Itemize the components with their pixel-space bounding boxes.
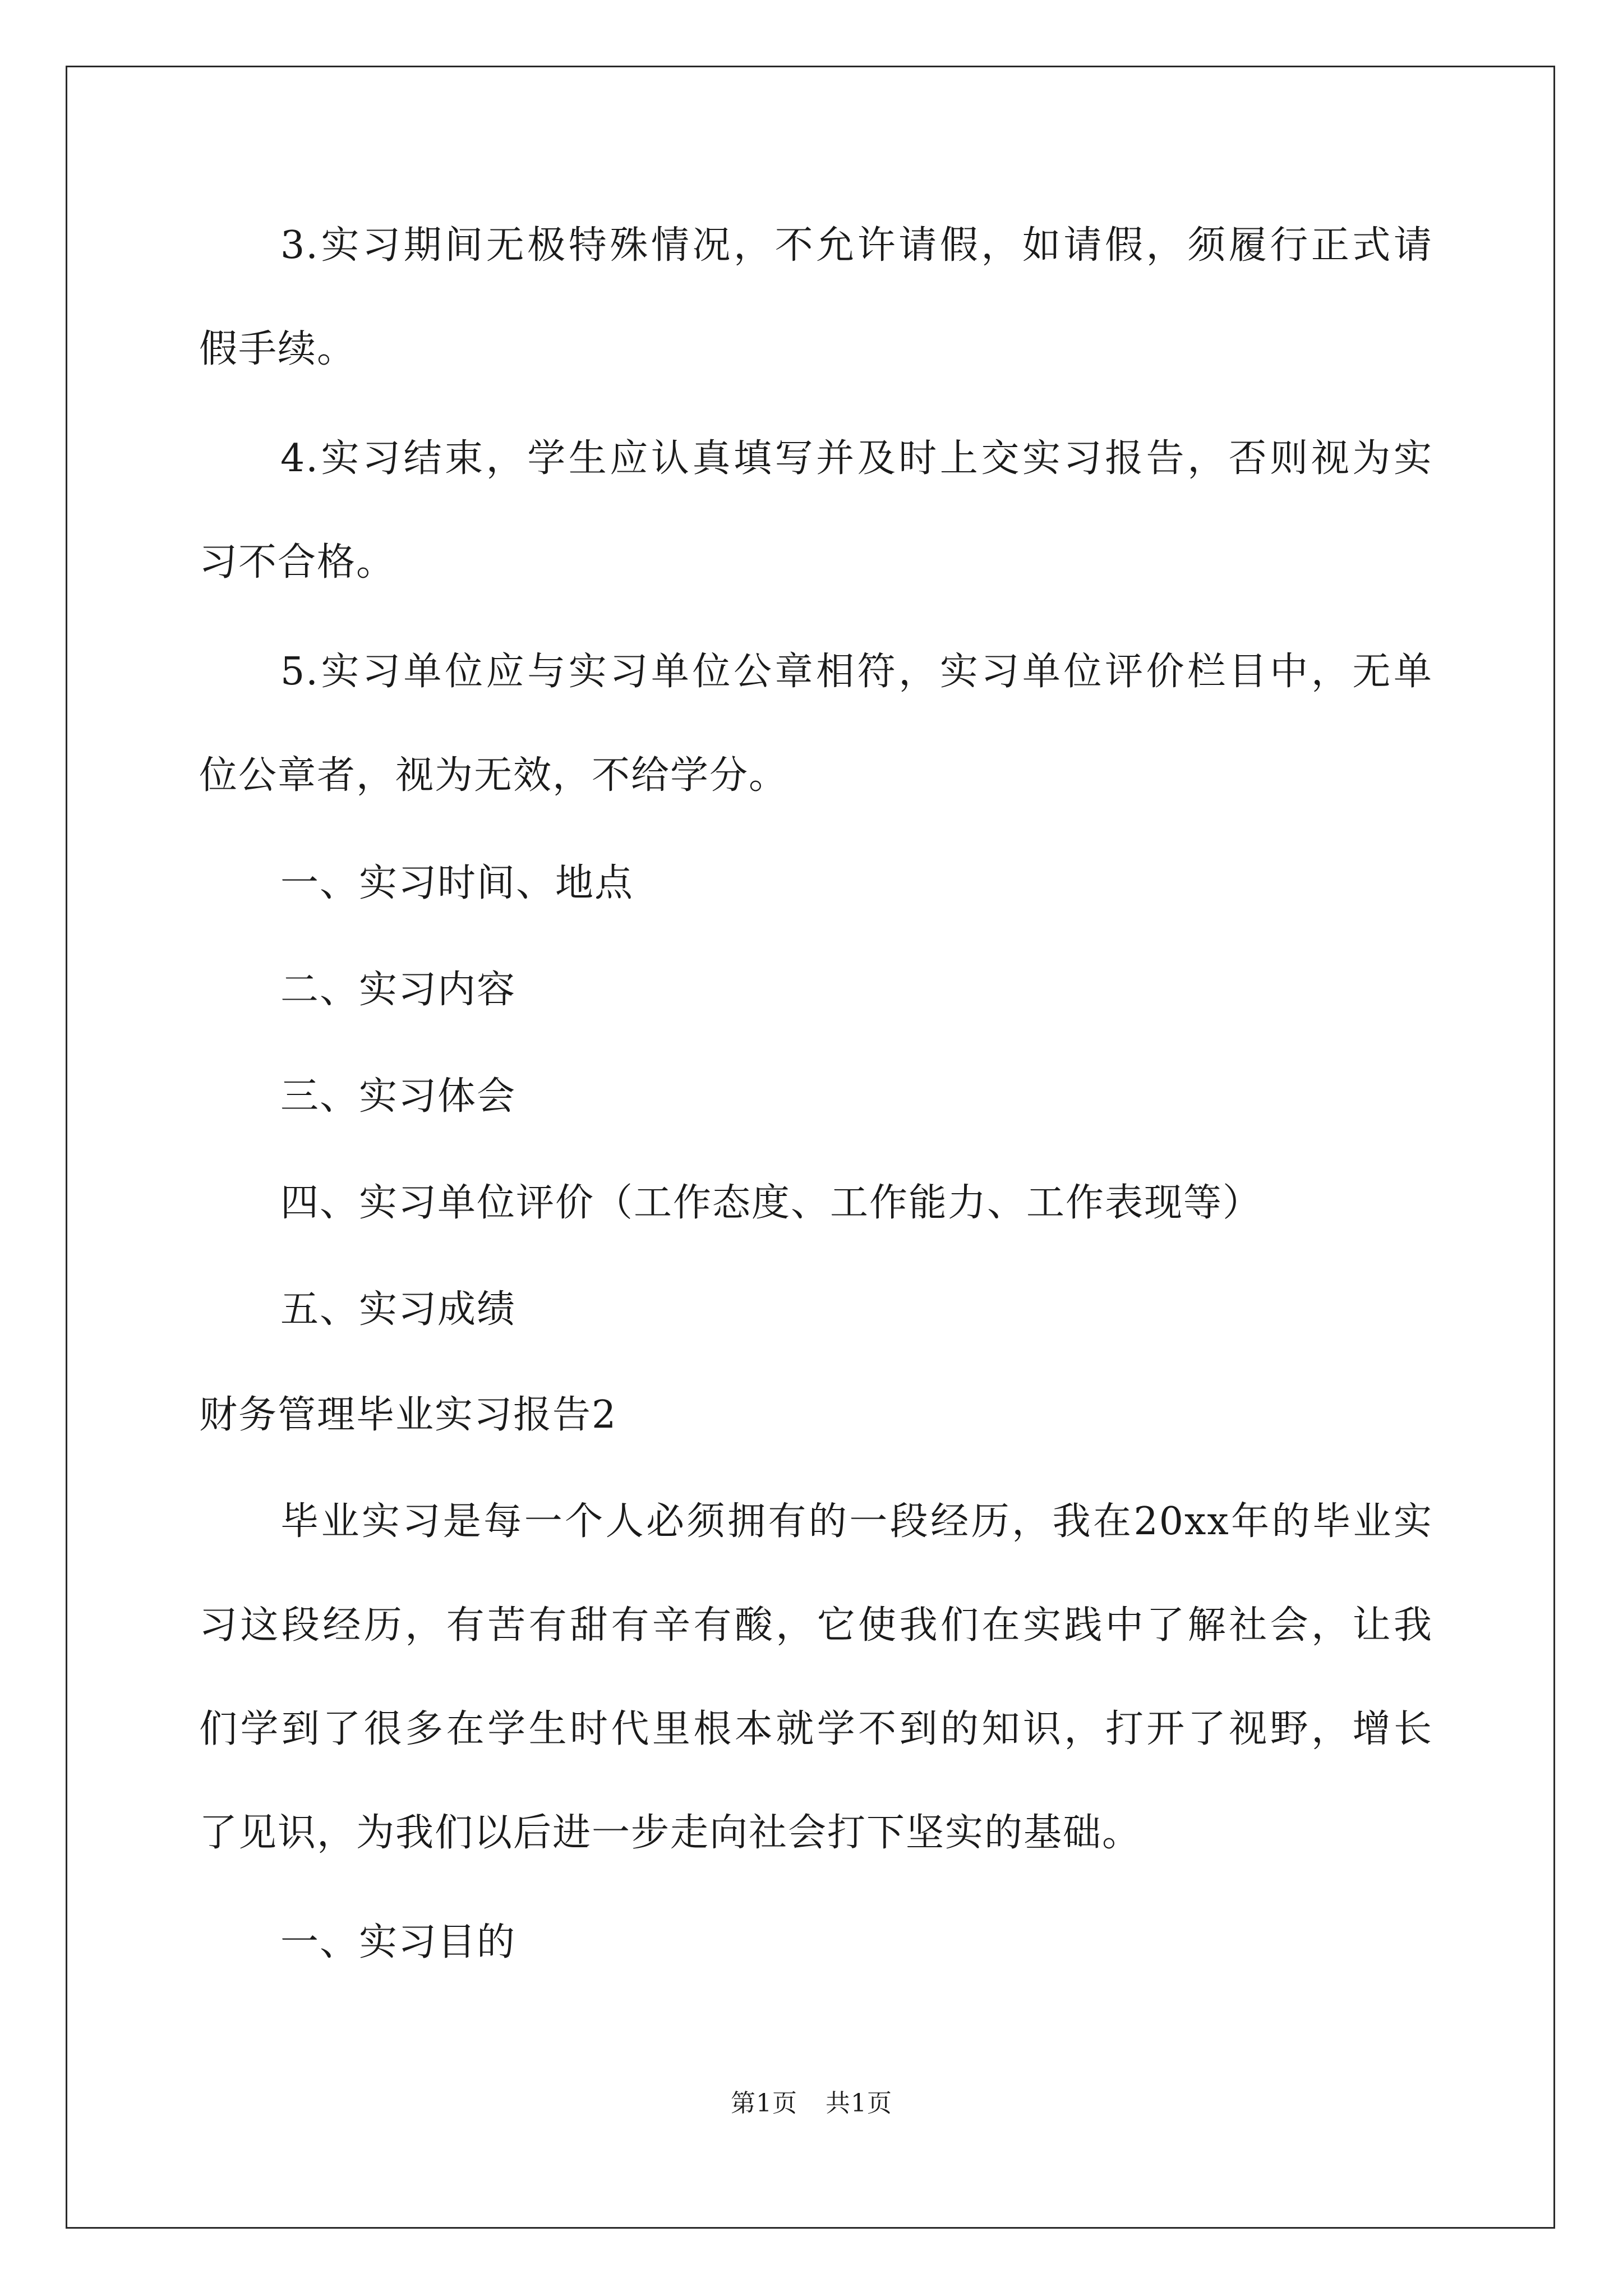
section-heading: 一、实习时间、地点 [280, 861, 634, 905]
paragraph-line: 毕业实习是每一个人必须拥有的一段经历，我在20xx年的毕业实 [280, 1499, 1433, 1544]
paragraph-line: 了见识，为我们以后进一步走向社会打下坚实的基础。 [199, 1811, 1142, 1855]
page-number: 第1页 [731, 2089, 797, 2118]
paragraph-line: 4.实习结束，学生应认真填写并及时上交实习报告，否则视为实 [280, 436, 1433, 481]
section-heading: 一、实习目的 [280, 1920, 517, 1964]
section-heading: 四、实习单位评价（工作态度、工作能力、工作表现等） [280, 1181, 1262, 1225]
section-heading: 三、实习体会 [280, 1074, 517, 1119]
section-heading: 二、实习内容 [280, 968, 517, 1012]
paragraph-line: 5.实习单位应与实习单位公章相符，实习单位评价栏目中，无单 [280, 650, 1433, 694]
page-footer [0, 2087, 1623, 2120]
section-heading: 五、实习成绩 [280, 1287, 517, 1332]
paragraph-line: 们学到了很多在学生时代里根本就学不到的知识，打开了视野，增长 [199, 1707, 1433, 1751]
page-total: 共1页 [826, 2089, 892, 2118]
paragraph-line: 位公章者，视为无效，不给学分。 [199, 753, 789, 798]
paragraph-line: 3.实习期间无极特殊情况，不允许请假，如请假，须履行正式请 [280, 223, 1433, 268]
page-border [66, 66, 1555, 2229]
paragraph-line: 习这段经历，有苦有甜有辛有酸，它使我们在实践中了解社会，让我 [199, 1603, 1433, 1648]
paragraph-line: 假手续。 [199, 327, 357, 371]
paragraph-line: 习不合格。 [199, 540, 396, 585]
report-title: 财务管理毕业实习报告2 [199, 1393, 617, 1437]
